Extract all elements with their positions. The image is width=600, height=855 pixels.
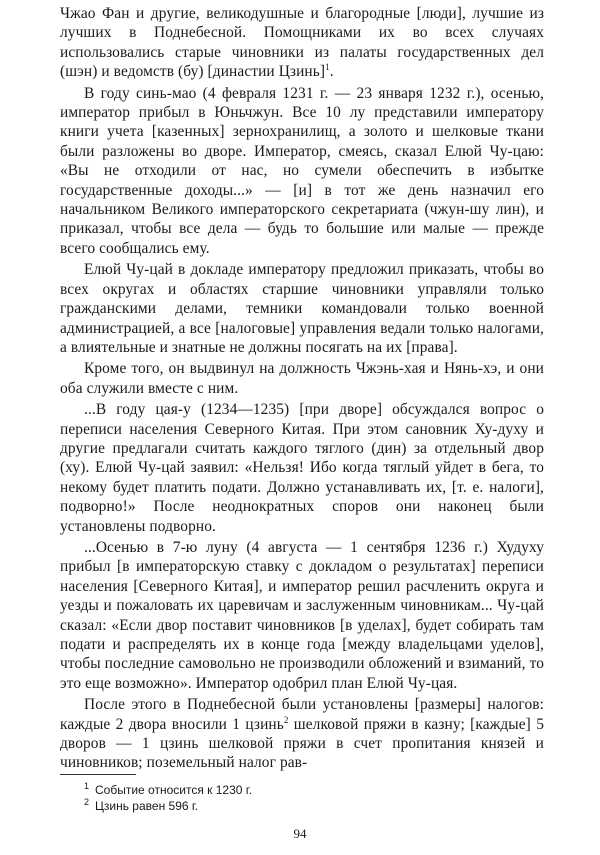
paragraph-1 (60, 4, 544, 82)
footnote-1 (84, 782, 524, 798)
footnote-divider (60, 774, 136, 775)
footnote-ref[interactable]: 2 (283, 714, 289, 725)
paragraph-5 (60, 400, 544, 536)
footnotes (84, 782, 524, 814)
paragraph-text: ...Осенью в 7-ю луну (4 августа — 1 сентября 1236 г.) Худуху прибыл [в императорскую ставку с докладом о результатах] переписи населения [Северного Китая], и император решил расчленить округа и уезды и пожаловать их царевичам и заслуженным чиновникам... Чу-цай сказал: «Если двор поставит чиновников [в уделах], будет собирать там подати и распределять их в конце года [между владельцами уделов], чтобы последние самовольно не производили обложений и взиманий, то это еще возможно». Император одобрил план Елюй Чу-цая. (60, 538, 544, 692)
page-body (60, 4, 544, 773)
paragraph-2 (60, 84, 544, 259)
paragraph-text: После этого в Поднебесной были установлены [размеры] налогов: каждые 2 двора вносили 1 цзинь (60, 696, 544, 733)
paragraph-6 (60, 538, 544, 693)
paragraph-text: Чжао Фан и другие, великодушные и благородные [люди], лучшие из лучших в Поднебесной. Помощниками их во всех случаях использовались старые чиновники из палаты государственных дел (шэн) и ведомств (бу) [династии Цзинь] (60, 5, 544, 81)
paragraph-tail: шелковой пряжи в казну; [каждые] 5 дворов — 1 цзинь шелковой пряжи в счет пропитания князей и чиновников; поземельный налог рав- (60, 715, 544, 772)
footnote-mark: 2 (84, 797, 90, 807)
page-number: 94 (293, 826, 307, 841)
paragraph-text: Кроме того, он выдвинул на должность Чжэнь-хая и Нянь-хэ, и они оба служили вместе с ним. (60, 360, 544, 397)
paragraph-4 (60, 359, 544, 398)
footnote-text: Событие относится к 1230 г. (95, 783, 253, 797)
footnote-text: Цзинь равен 596 г. (95, 799, 199, 813)
footnote-mark: 1 (84, 781, 90, 791)
paragraph-tail: . (329, 63, 334, 81)
paragraph-3 (60, 260, 544, 357)
paragraph-text: ...В году цая-у (1234—1235) [при дворе] обсуждался вопрос о переписи населения Северного Китая. При этом сановник Ху-духу и другие предлагали считать каждого тяглого (дин) за отдельный двор (ху). Елюй Чу-цай заявил: «Нельзя! Ибо когда тяглый уйдет в бега, то некому будет платить подати. Должно устанавливать их, [т. е. налоги], подворно!» После неоднократных споров они наконец были установлены подворно. (60, 401, 544, 535)
paragraph-text: Елюй Чу-цай в докладе императору предложил приказать, чтобы во всех округах и областях старшие чиновники управляли только гражданскими делами, темники командовали только военной администрацией, а все [налоговые] управления ведали только налогами, а влиятельные и знатные не должны посягать на их [права]. (60, 261, 544, 356)
paragraph-7 (60, 695, 544, 773)
footnote-ref[interactable]: 1 (325, 62, 330, 73)
footnote-2 (84, 798, 524, 814)
paragraph-text: В году синь-мао (4 февраля 1231 г. — 23 января 1232 г.), осенью, император прибыл в Юньчжун. Все 10 лу представили императору книги учета [казенных] зернохранилищ, а золото и шелковые ткани были разложены во дворе. Император, смеясь, сказал Елюй Чу-цаю: «Вы не отходили от нас, но сумели обеспечить в избытке государственные доходы...» — [и] в тот же день назначил его начальником Великого императорского секретариата (чжун-шу лин), и приказал, чтобы все дела — будь то большие или малые — прежде всего сообщались ему. (60, 84, 544, 257)
